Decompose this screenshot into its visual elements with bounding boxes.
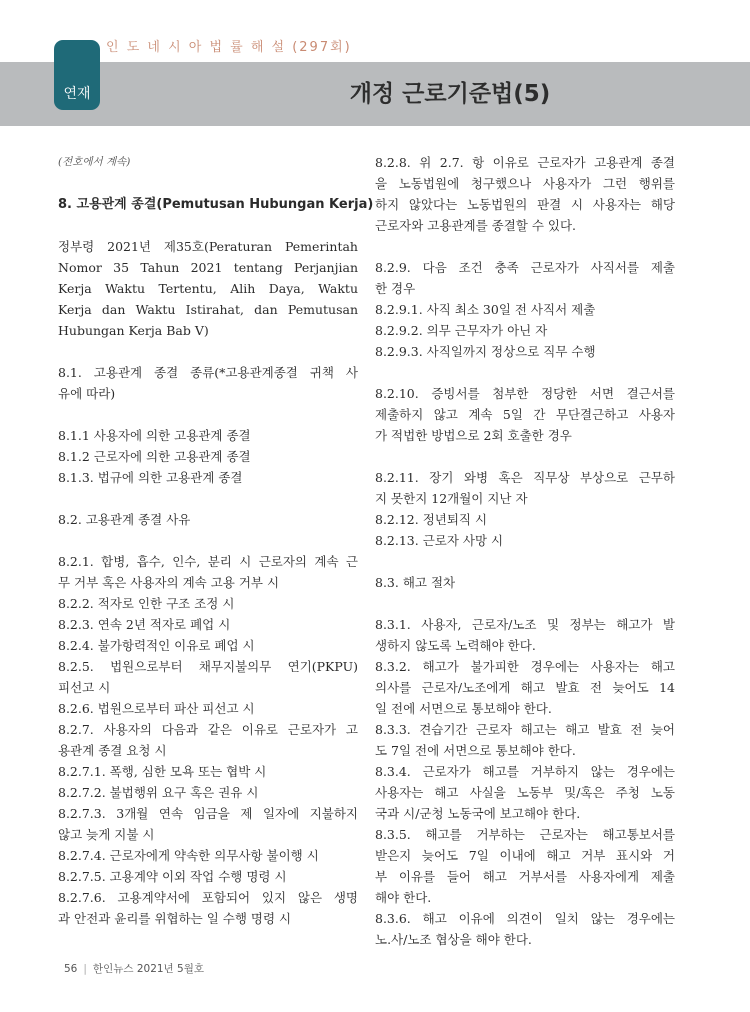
- blank-line: [375, 446, 675, 467]
- text-line: 8.2. 고용관계 종결 사유: [58, 512, 191, 527]
- page-footer: [64, 961, 204, 976]
- text-line: Hubungan Kerja Bab V): [58, 323, 209, 338]
- blank-line: [58, 173, 358, 194]
- text-line: 8.2.10. 증빙서를 첨부한 정당한 서면 결근서를: [375, 386, 675, 401]
- text-line: 8.1.2 근로자에 의한 고용관계 종결: [58, 449, 251, 464]
- text-line: 8. 고용관계 종결(Pemutusan Hubungan Kerja): [58, 197, 374, 212]
- text-line: 8.3.6. 해고 이유에 의견이 일치 않는 경우에는: [375, 911, 675, 926]
- text-line: 8.2.7. 사용자의 다음과 같은 이유로 근로자가 고: [58, 722, 358, 737]
- text-line: 8.2.3. 연속 2년 적자로 폐업 시: [58, 617, 231, 632]
- blank-line: [58, 488, 358, 509]
- text-line: 과 안전과 윤리를 위협하는 일 수행 명령 시: [58, 911, 292, 926]
- text-line: 8.3.5. 해고를 거부하는 근로자는 해고통보서를: [375, 827, 675, 842]
- text-line: 8.2.13. 근로자 사망 시: [375, 533, 504, 548]
- text-line: 피선고 시: [58, 680, 111, 695]
- text-line: 받은지 늦어도 7일 이내에 해고 거부 표시와 거: [375, 848, 675, 863]
- text-line: 8.2.6. 법원으로부터 파산 피선고 시: [58, 701, 255, 716]
- text-line: 8.2.7.4. 근로자에게 약속한 의무사항 불이행 시: [58, 848, 319, 863]
- text-line: 8.2.7.3. 3개월 연속 임금을 제 일자에 지불하지: [58, 806, 358, 821]
- text-line: 8.2.8. 위 2.7. 항 이유로 근로자가 고용관계 종결: [375, 155, 675, 170]
- text-line: 8.3.4. 근로자가 해고를 거부하지 않는 경우에는: [375, 764, 675, 779]
- text-line: 8.3. 해고 절차: [375, 575, 456, 590]
- text-line: Kerja dan Waktu Istirahat, dan Pemutusan: [58, 302, 358, 317]
- page-number: 56: [64, 963, 78, 975]
- text-line: 8.3.1. 사용자, 근로자/노조 및 정부는 해고가 발: [375, 617, 675, 632]
- left-column: [58, 152, 374, 929]
- text-line: 의사를 근로자/노조에게 해고 발효 전 늦어도 14: [375, 680, 675, 695]
- publication-name: 한인뉴스 2021년 5월호: [92, 963, 204, 975]
- text-line: 을 노동법원에 청구했으나 사용자가 그런 행위를: [375, 176, 675, 191]
- text-line: 사용자는 해고 사실을 노동부 및/혹은 주청 노동: [375, 785, 675, 800]
- text-line: 해야 한다.: [375, 890, 432, 905]
- blank-line: [375, 551, 675, 572]
- blank-line: [58, 404, 358, 425]
- text-line: 8.2.9.3. 사직일까지 정상으로 직무 수행: [375, 344, 596, 359]
- text-line: 8.2.7.2. 불법행위 요구 혹은 권유 시: [58, 785, 259, 800]
- text-line: 제출하지 않고 계속 5일 간 무단결근하고 사용자: [375, 407, 675, 422]
- text-line: 정부령 2021년 제35호(Peraturan Pemerintah: [58, 239, 358, 254]
- text-line: 일 전에 서면으로 통보해야 한다.: [375, 701, 552, 716]
- text-line: 생하지 않도록 노력해야 한다.: [375, 638, 536, 653]
- text-line: 8.2.2. 적자로 인한 구조 조정 시: [58, 596, 235, 611]
- serial-tag: [54, 40, 100, 110]
- text-line: 8.2.4. 불가항력적인 이유로 폐업 시: [58, 638, 255, 653]
- text-line: 지 못한지 12개월이 지난 자: [375, 491, 528, 506]
- text-line: 8.2.11. 장기 와병 혹은 직무상 부상으로 근무하: [375, 470, 675, 485]
- text-line: 8.1. 고용관계 종결 종류(*고용관계종결 귀책 사: [58, 365, 358, 380]
- text-line: 8.2.9.1. 사직 최소 30일 전 사직서 제출: [375, 302, 596, 317]
- text-line: 가 적법한 방법으로 2회 호출한 경우: [375, 428, 572, 443]
- text-line: (전호에서 계속): [58, 156, 131, 168]
- blank-line: [58, 530, 358, 551]
- blank-line: [375, 362, 675, 383]
- text-line: 한 경우: [375, 281, 416, 296]
- text-line: 8.1.1 사용자에 의한 고용관계 종결: [58, 428, 251, 443]
- serial-tag-label: 연재: [63, 86, 91, 102]
- article-title: 개정 근로기준법(5): [349, 81, 551, 107]
- text-line: 않고 늦게 지불 시: [58, 827, 155, 842]
- text-line: 국과 시/군청 노동국에 보고해야 한다.: [375, 806, 581, 821]
- blank-line: [375, 593, 675, 614]
- text-line: 8.2.9. 다음 조건 충족 근로자가 사직서를 제출: [375, 260, 675, 275]
- text-line: Nomor 35 Tahun 2021 tentang Perjanjian: [58, 260, 358, 275]
- blank-line: [58, 341, 358, 362]
- text-line: 8.3.3. 견습기간 근로자 해고는 해고 발효 전 늦어: [375, 722, 675, 737]
- text-line: 8.2.12. 정년퇴직 시: [375, 512, 488, 527]
- text-line: 무 거부 혹은 사용자의 계속 고용 거부 시: [58, 575, 280, 590]
- text-line: Kerja Waktu Tertentu, Alih Daya, Waktu: [58, 281, 358, 296]
- right-column: [375, 152, 675, 950]
- text-line: 근로자와 고용관계를 종결할 수 있다.: [375, 218, 576, 233]
- text-line: 부 이유를 들어 해고 거부서를 사용자에게 제출: [375, 869, 675, 884]
- text-line: 유에 따라): [58, 386, 116, 401]
- text-line: 8.3.2. 해고가 불가피한 경우에는 사용자는 해고: [375, 659, 675, 674]
- text-line: 노.사/노조 협상을 해야 한다.: [375, 932, 532, 947]
- text-line: 8.2.9.2. 의무 근무자가 아닌 자: [375, 323, 548, 338]
- blank-line: [58, 215, 358, 236]
- text-line: 도 7일 전에 서면으로 통보해야 한다.: [375, 743, 576, 758]
- text-line: 8.2.5. 법원으로부터 채무지불의무 연기(PKPU): [58, 659, 358, 674]
- series-label: 인 도 네 시 아 법 률 해 설 (297회): [106, 40, 352, 55]
- text-line: 8.2.7.5. 고용계약 이외 작업 수행 명령 시: [58, 869, 287, 884]
- text-line: 8.2.7.1. 폭행, 심한 모욕 또는 협박 시: [58, 764, 267, 779]
- text-line: 8.2.7.6. 고용계약서에 포함되어 있지 않은 생명: [58, 890, 358, 905]
- text-line: 8.1.3. 법규에 의한 고용관계 종결: [58, 470, 243, 485]
- text-line: 용관계 종결 요청 시: [58, 743, 167, 758]
- blank-line: [375, 236, 675, 257]
- footer-separator: |: [83, 963, 87, 975]
- text-line: 8.2.1. 합병, 흡수, 인수, 분리 시 근로자의 계속 근: [58, 554, 358, 569]
- text-line: 하지 않았다는 노동법원의 판결 시 사용자는 해당: [375, 197, 675, 212]
